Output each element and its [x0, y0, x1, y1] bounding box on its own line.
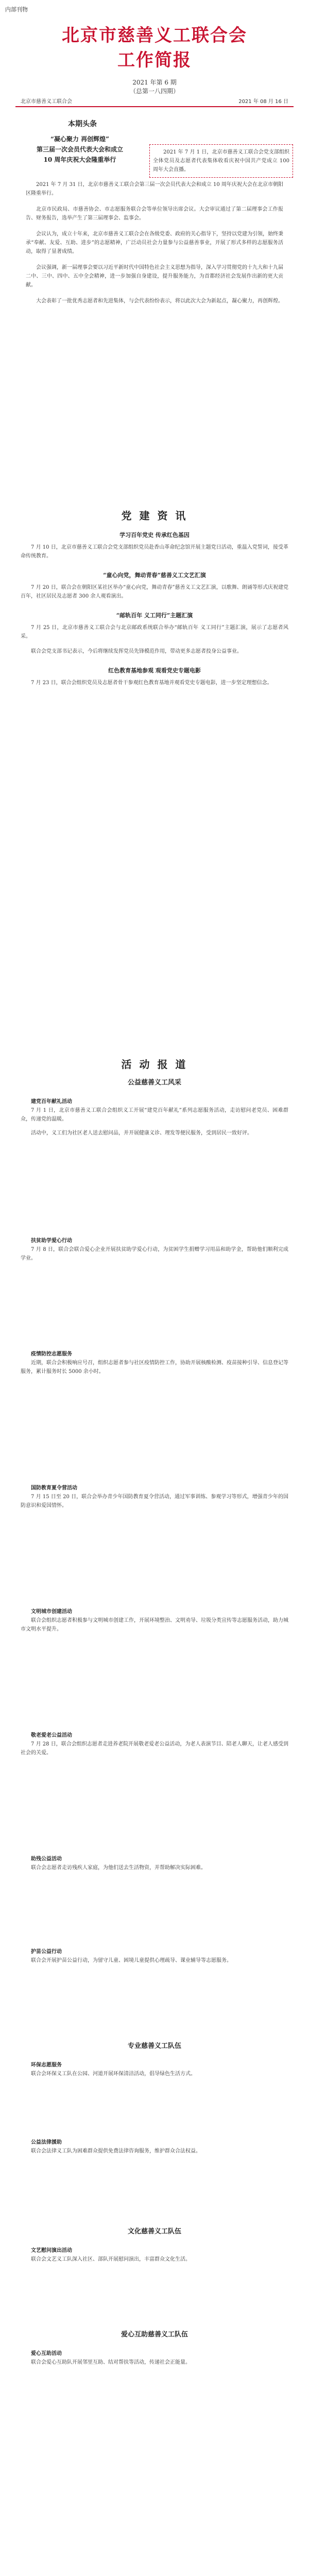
activity-subheading-4: 爱心互助慈善义工队伍 [121, 2331, 188, 2338]
act5-title: 文明城市创建活动 [31, 1609, 72, 1615]
act3-title: 疫情防控志愿服务 [31, 1351, 72, 1357]
activity-item-12 [21, 2349, 288, 2367]
act11-p: 联合会文艺义工队深入社区、部队开展慰问演出，丰富群众文化生活。 [31, 2257, 191, 2262]
issue-total: （总第一八四期） [129, 88, 179, 95]
act9-p: 联合会环保义工队在公园、河道开展环保清洁活动，倡导绿色生活方式。 [31, 2071, 196, 2077]
activity-item-1 [21, 1097, 288, 1138]
party-section-heading: 党 建 资 讯 [121, 510, 188, 522]
party-p2: 7 月 20 日，联合会在朝阳区某社区举办“童心向党，舞动青春”慈善义工文艺汇演，以歌舞、朗诵等形式庆祝建党百年，社区居民及志愿者 300 余人观看演出。 [21, 585, 288, 599]
headline-p4: 会议强调，新一届理事会要以习近平新时代中国特色社会主义思想为指导，深入学习贯彻党的十九大和十九届二中、三中、四中、五中全会精神，进一步加强自身建设，提升服务能力，为首都经济社会发展作出新的更大贡献。 [26, 265, 283, 288]
headline-p5: 大会表彰了一批优秀志愿者和先进集体，与会代表纷纷表示，将以此次大会为新起点，凝心聚力，再创辉煌。 [36, 298, 283, 304]
headline-label: 本期头条 [68, 120, 97, 128]
act7-title: 助残公益活动 [31, 1856, 62, 1862]
red-divider [15, 106, 294, 107]
act4-title: 国防教育夏令营活动 [31, 1485, 77, 1491]
activity-subheading-2: 专业慈善义工队伍 [127, 2042, 181, 2050]
party-p1: 7 月 10 日，北京市慈善义工联合会党支部组织党员赴香山革命纪念馆开展主题党日活动，重温入党誓词，接受革命传统教育。 [21, 545, 288, 559]
party-p5: 7 月 23 日，联合会组织党员及志愿者骨干参观红色教育基地并观看党史专题电影，进一步坚定理想信念。 [31, 680, 272, 686]
party-title-3: “邮轨百年 义工同行”主题汇演 [116, 612, 193, 619]
act9-title: 环保志愿服务 [31, 2062, 62, 2068]
act1-p2: 活动中，义工们为社区老人送去慰问品，并开展健康义诊、理发等便民服务，受到居民一致好评。 [31, 1130, 252, 1136]
activity-item-5 [21, 1607, 288, 1634]
publisher: 北京市慈善义工联合会 [21, 99, 72, 105]
act12-title: 爱心互助活动 [31, 2351, 62, 2357]
masthead-line2: 工作简报 [117, 50, 192, 71]
publish-date: 2021 年 08 月 16 日 [238, 99, 288, 105]
act10-title: 公益法律援助 [31, 2140, 62, 2145]
party-p3: 7 月 25 日，北京市慈善义工联合会与北京邮政系统联合举办“邮轨百年 义工同行”主题汇演，展示了志愿者风采。 [21, 625, 288, 639]
headline-p2: 北京市民政局、市慈善协会、市志愿服务联合会等单位领导出席会议。大会审议通过了第二届理事会工作报告、财务报告，选举产生了第三届理事会、监事会。 [26, 207, 283, 221]
headline-title [26, 134, 134, 165]
headline-p3: 会议认为，成立十年来，北京市慈善义工联合会在各级党委、政府的关心指导下，坚持以党建为引领，始终秉承“奉献、友爱、互助、进步”的志愿精神，广泛动员社会力量参与公益慈善事业，开展了形式多样的志愿服务活动，取得了显著成绩。 [26, 231, 283, 255]
act11-title: 文艺慰问演出活动 [31, 2248, 72, 2253]
act12-p: 联合会爱心互助队开展邻里互助、结对帮扶等活动，传递社会正能量。 [31, 2360, 191, 2365]
act8-title: 护苗公益行动 [31, 1949, 62, 1955]
act7-p: 联合会志愿者走访残疾人家庭，为他们送去生活物资，并帮助解决实际困难。 [31, 1865, 206, 1871]
party-title-1: 学习百年党史 传承红色基因 [119, 532, 190, 538]
activity-item-4 [21, 1484, 288, 1510]
activity-item-6 [21, 1731, 288, 1757]
headline-box [149, 144, 293, 178]
headline-box-text: 2021 年 7 月 1 日，北京市慈善义工联合会党支部组织全体党员及志愿者代表集体收看庆祝中国共产党成立 100 周年大会直播。 [153, 149, 289, 173]
act1-title: 建党百年献礼活动 [31, 1099, 72, 1105]
act2-p: 7 月 8 日，联合会联合爱心企业开展扶贫助学爱心行动，为贫困学生捐赠学习用品和助学金，帮助他们顺利完成学业。 [21, 1247, 288, 1261]
masthead [0, 23, 309, 73]
headline-title-1: “凝心聚力 再创辉煌” [50, 135, 109, 143]
masthead-line1: 北京市慈善义工联合会 [62, 25, 247, 46]
act3-p: 近期，联合会积极响应号召，组织志愿者参与社区疫情防控工作，协助开展核酸检测、疫苗接种引导、信息登记等服务，累计服务时长 5000 余小时。 [21, 1360, 288, 1375]
act10-p: 联合会法律义工队为困难群众提供免费法律咨询服务，维护群众合法权益。 [31, 2148, 201, 2154]
act6-title: 敬老爱老公益活动 [31, 1733, 72, 1738]
activity-item-11 [21, 2246, 288, 2264]
act5-p: 联合会组织志愿者积极参与文明城市创建工作，开展环境整治、文明劝导、垃圾分类宣传等志愿服务活动，助力城市文明水平提升。 [21, 1618, 288, 1632]
act1-p: 7 月 1 日，北京市慈善义工联合会组织义工开展“建党百年献礼”系列志愿服务活动，走访慰问老党员、困难群众，传递党的温暖。 [21, 1108, 288, 1122]
activity-item-8 [21, 1947, 288, 1965]
headline-title-3: 10 周年庆祝大会隆重举行 [43, 156, 116, 163]
headline-p1: 2021 年 7 月 31 日，北京市慈善义工联合会第三届一次会员代表大会和成立 10 周年庆祝大会在北京市朝阳区隆重举行。 [26, 182, 283, 196]
issue-info [0, 78, 309, 96]
act6-p: 7 月 28 日，联合会组织志愿者走进养老院开展敬老爱老公益活动，为老人表演节目、陪老人聊天，让老人感受到社会的关爱。 [21, 1741, 288, 1756]
activity-item-9 [21, 2061, 288, 2078]
act2-title: 扶贫助学爱心行动 [31, 1238, 72, 1244]
activity-item-3 [21, 1350, 288, 1376]
party-title-2: “童心向党，舞动青春”慈善义工文艺汇演 [103, 572, 206, 579]
activity-subheading-3: 文化慈善义工队伍 [127, 2228, 181, 2235]
party-title-4: 红色教育基地参观 观看党史专题电影 [108, 667, 201, 674]
headline-body [26, 180, 283, 306]
party-p4: 联合会党支部书记表示，今后将继续发挥党员先锋模范作用，带动更多志愿者投身公益事业。 [31, 649, 242, 654]
issue-number: 2021 年第 6 期 [132, 79, 177, 86]
activity-item-10 [21, 2138, 288, 2156]
act4-p: 7 月 15 日至 20 日，联合会举办青少年国防教育夏令营活动，通过军事训练、参观学习等形式，增强青少年的国防意识和爱国情怀。 [21, 1494, 288, 1509]
activity-item-2 [21, 1236, 288, 1263]
activity-section-heading: 活 动 报 道 [121, 1058, 188, 1071]
act8-p: 联合会开展护苗公益行动，为留守儿童、困境儿童提供心理疏导、课业辅导等志愿服务。 [31, 1958, 232, 1963]
activity-item-7 [21, 1855, 288, 1872]
headline-title-2: 第三届一次会员代表大会和成立 [36, 146, 123, 153]
party-section [21, 531, 288, 687]
internal-label: 内部刊物 [5, 6, 28, 13]
activity-subheading-1: 公益慈善义工风采 [127, 1079, 181, 1087]
